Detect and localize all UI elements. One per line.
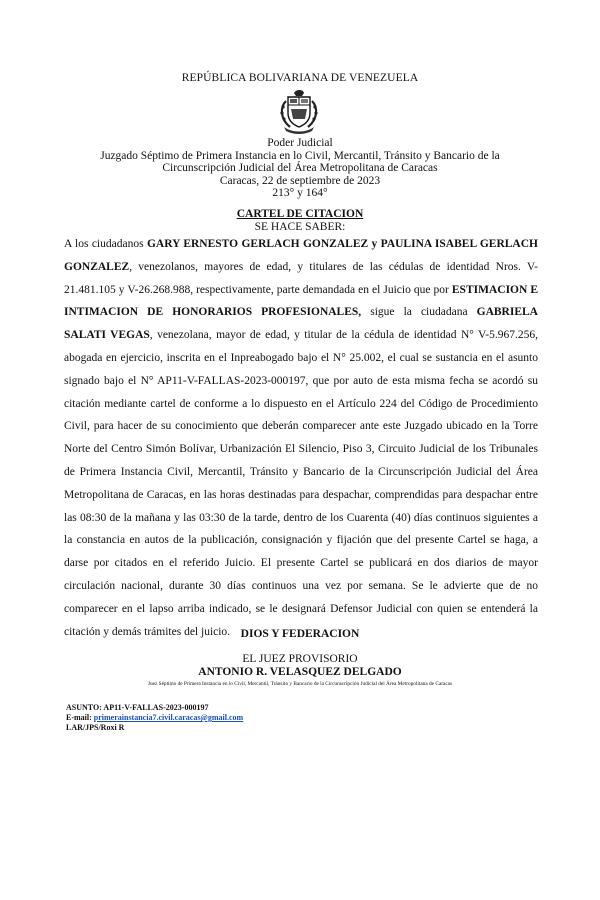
email-line <box>66 713 366 723</box>
court-name-line-2: Circunscripción Judicial del Área Metropolitana de Caracas <box>162 162 438 174</box>
body-text-3: sigue la ciudadana <box>361 306 477 319</box>
case-type: ESTIMACION E INTIMACION DE HONORARIOS PROFESIONALES, <box>64 283 538 319</box>
body-text-2: , venezolanos, mayores de edad, y titulares de las cédulas de identidad Nros. V-21.481.105 y V-26.268.988, respectivamente, parte demandada en el Juicio que por <box>64 260 538 296</box>
citation-body <box>64 233 538 643</box>
court-name-line-1: Juzgado Séptimo de Primera Instancia en lo Civil, Mercantil, Tránsito y Bancario de la <box>100 149 500 162</box>
republic-heading: REPÚBLICA BOLIVARIANA DE VENEZUELA <box>181 72 419 84</box>
judge-title: EL JUEZ PROVISORIO <box>242 653 358 665</box>
email-label: E-mail: <box>66 713 94 722</box>
document-footer <box>66 703 366 733</box>
coat-of-arms-icon <box>276 87 322 137</box>
body-text-4: , venezolana, mayor de edad, y titular de la cédula de identidad N° V-5.967.256, abogada en ejercicio, inscrita en el Inpreabogado bajo el N° 25.002, el cual se sustancia en el asunto signado bajo el N° AP11-V-FALLAS-2023-000197, que por auto de esta misma fecha se acordó su citación mediante cartel de conforme a lo dispuesto en el Artículo 224 del Código de Procedimiento Civil, para hacer de su conocimiento que deberán comparecer ante este Juzgado ubicado en la Torre Norte del Centro Simón Bolívar, Urbanización El Silencio, Piso 3, Circuito Judicial de los Tribunales de Primera Instancia Civil, Mercantil, Tránsito y Bancario de la Circunscripción Judicial del Área Metropolitana de Caracas, en las horas destinadas para despachar, comprendidas para despachar entre las 08:30 de la mañana y las 03:30 de la tarde, dentro de los Cuarenta (40) días continuos siguientes a la constancia en autos de la publicación, consignación y fijación que del presente Cartel se haga, a darse por citados en el referido Juicio. El presente Cartel se publicará en dos diarios de mayor circulación nacional, durante 30 días continuos una vez por semana. Se le advierte que de no comparecer en el lapso arriba indicado, se le designará Defensor Judicial con quien se entenderá la citación y demás trámites del juicio. <box>64 329 538 638</box>
initials: LAR/JPS/Roxi R <box>66 723 125 732</box>
closing-motto <box>0 628 600 640</box>
cartel-subtitle: SE HACE SABER: <box>254 220 346 233</box>
motto: DIOS Y FEDERACION <box>240 628 360 640</box>
years-line: 213° y 164° <box>272 187 328 199</box>
document-date: Caracas, 22 de septiembre de 2023 <box>219 174 381 187</box>
judge-name: ANTONIO R. VELASQUEZ DELGADO <box>198 666 402 678</box>
judge-signature-block <box>0 653 600 679</box>
document-title <box>0 208 600 233</box>
court-header <box>40 137 560 200</box>
judge-court-caption: Juez Séptimo de Primera Instancia en lo Civil, Mercantil, Tránsito y Bancario de la Circunscripción Judicial del Área Metropolitana de Caracas <box>147 681 453 687</box>
plaintiff-name: GABRIELA SALATI VEGAS <box>64 306 538 342</box>
email-link[interactable]: primerainstancia7.civil.caracas@gmail.com <box>93 713 244 722</box>
body-text-1: A los ciudadanos <box>64 238 147 250</box>
case-number: ASUNTO: AP11-V-FALLAS-2023-000197 <box>66 703 209 712</box>
branch-name: Poder Judicial <box>267 137 333 149</box>
cartel-title: CARTEL DE CITACION <box>236 208 364 220</box>
defendant-names: GARY ERNESTO GERLACH GONZALEZ y PAULINA ISABEL GERLACH GONZALEZ <box>64 238 538 273</box>
